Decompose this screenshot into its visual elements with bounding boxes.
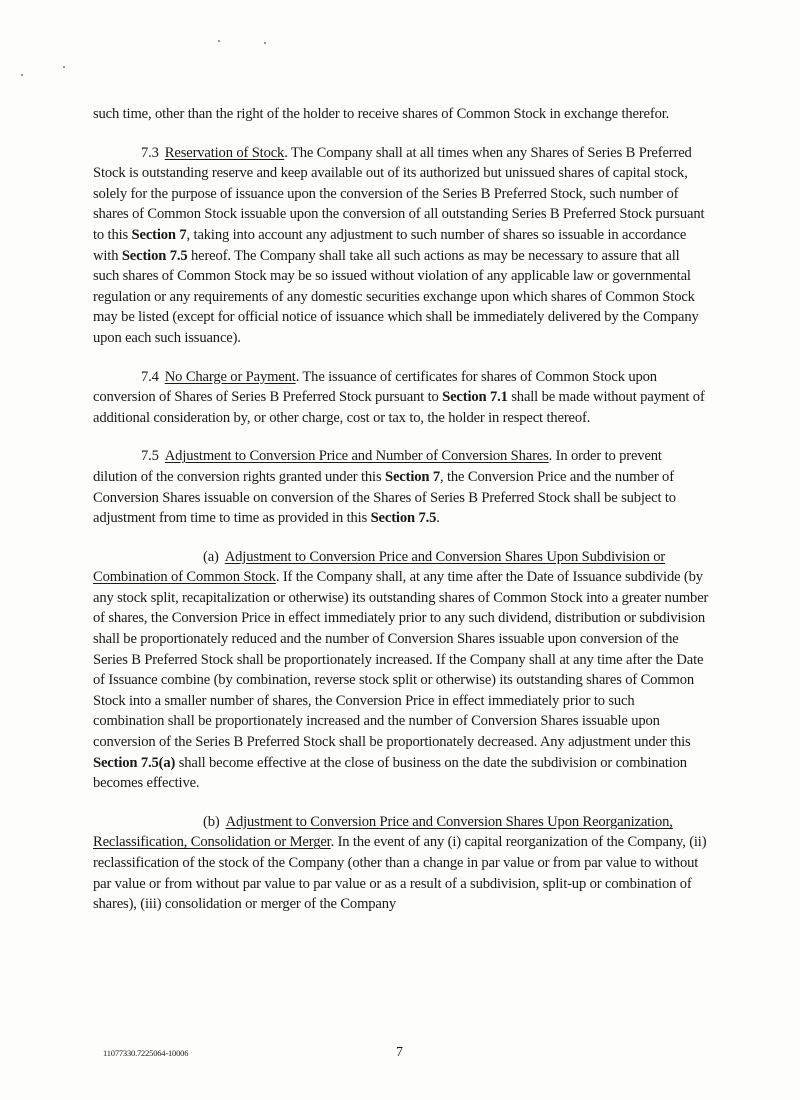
paragraph-text: . The issuance of certificates for shares of Common Stock upon conversion of Shares of Series B Preferred Stock pursuant to bbox=[93, 368, 657, 406]
section-reference: Section 7.5 bbox=[121, 247, 188, 264]
paragraph-text: . If the Company shall, at any time after the Date of Issuance subdivide (by any stock split, recapitalization or otherwise) its outstanding shares of Common Stock into a greater number of shares, the Conversion Price in effect immediately prior to any such dividend, distribution or subdivision shall be proportionately reduced and the number of Conversion Shares issuable upon conversion of the Series B Preferred Stock shall be proportionately increased. If the Company shall at any time after the Date of Issuance combine (by combination, reverse stock split or otherwise) its outstanding shares of Common Stock into a smaller number of shares, the Conversion Price in effect immediately prior to such combination shall be proportionately increased and the number of Conversion Shares issuable upon conversion of the Series B Preferred Stock shall be proportionately decreased. Any adjustment under this bbox=[93, 569, 709, 751]
subsection-number: (a) bbox=[203, 548, 219, 565]
footer-document-id: 11077330.7225064-10006 bbox=[103, 1048, 189, 1058]
paragraph-text: , the Conversion Price and the number of Conversion Shares issuable on conversion of the Shares of Series B Preferred Stock shall be subject to adjustment from time to time as provided in this bbox=[93, 468, 676, 527]
scan-speck bbox=[264, 42, 266, 44]
paragraph-text: shall become effective at the close of business on the date the subdivision or combination becomes effective. bbox=[93, 754, 687, 792]
section-heading: No Charge or Payment bbox=[164, 368, 296, 385]
scan-speck bbox=[21, 74, 23, 76]
subsection-heading: Adjustment to Conversion Price and Conversion Shares Upon Subdivision or Combination of Common Stock bbox=[93, 548, 666, 586]
section-reference: Section 7.1 bbox=[442, 389, 508, 406]
subsection-b-paragraph bbox=[93, 812, 709, 915]
section-7-3-paragraph bbox=[93, 143, 709, 349]
scan-speck bbox=[63, 66, 65, 68]
footer-page-number: 7 bbox=[396, 1045, 403, 1060]
scan-speck bbox=[218, 40, 220, 42]
subsection-a-paragraph bbox=[93, 547, 709, 794]
paragraph-text: . The Company shall at all times when any Shares of Series B Preferred Stock is outstanding reserve and keep available out of its authorized but unissued shares of capital stock, solely for the purpose of issuance upon the conversion of the Series B Preferred Stock, such number of shares of Common Stock issuable upon the conversion of all outstanding Series B Preferred Stock pursuant to this bbox=[93, 144, 705, 243]
section-7-4-paragraph bbox=[93, 367, 709, 429]
paragraph-continuation bbox=[93, 104, 709, 125]
section-heading: Reservation of Stock bbox=[164, 144, 285, 161]
paragraph-text: hereof. The Company shall take all such actions as may be necessary to assure that all such shares of Common Stock may be so issued without violation of any applicable law or governmental regulation or any requirements of any domestic securities exchange upon which shares of Common Stock may be listed (except for official notice of issuance which shall be immediately delivered by the Company upon each such issuance). bbox=[93, 247, 699, 346]
paragraph-text: , taking into account any adjustment to such number of shares so issuable in accordance with bbox=[93, 226, 687, 264]
section-7-5-paragraph bbox=[93, 446, 709, 528]
paragraph-text: shall be made without payment of additional consideration by, or other charge, cost or tax to, the holder in respect thereof. bbox=[93, 389, 705, 426]
section-number: 7.5 bbox=[141, 448, 159, 465]
section-number: 7.3 bbox=[141, 144, 159, 161]
document-body bbox=[93, 104, 709, 933]
paragraph-text: . In order to prevent dilution of the conversion rights granted under this bbox=[93, 448, 662, 485]
section-reference: Section 7 bbox=[384, 468, 440, 485]
paragraph-text: . In the event of any (i) capital reorganization of the Company, (ii) reclassification of the stock of the Company (other than a change in par value or from par value to without par value or from without par value to par value or as a result of a subdivision, split-up or combination of shares), (iii) consolidation or merger of the Company bbox=[93, 834, 707, 913]
paragraph-text: . bbox=[436, 510, 440, 527]
section-reference: Section 7.5(a) bbox=[93, 754, 176, 771]
section-reference: Section 7.5 bbox=[370, 510, 437, 527]
subsection-heading: Adjustment to Conversion Price and Conversion Shares Upon Reorganization, Reclassification, Consolidation or Merger bbox=[93, 813, 673, 851]
section-heading: Adjustment to Conversion Price and Number of Conversion Shares bbox=[164, 448, 549, 465]
section-reference: Section 7 bbox=[131, 226, 187, 243]
section-number: 7.4 bbox=[141, 368, 159, 385]
subsection-number: (b) bbox=[203, 813, 220, 830]
paragraph-text: such time, other than the right of the holder to receive shares of Common Stock in exchange therefor. bbox=[93, 106, 670, 122]
